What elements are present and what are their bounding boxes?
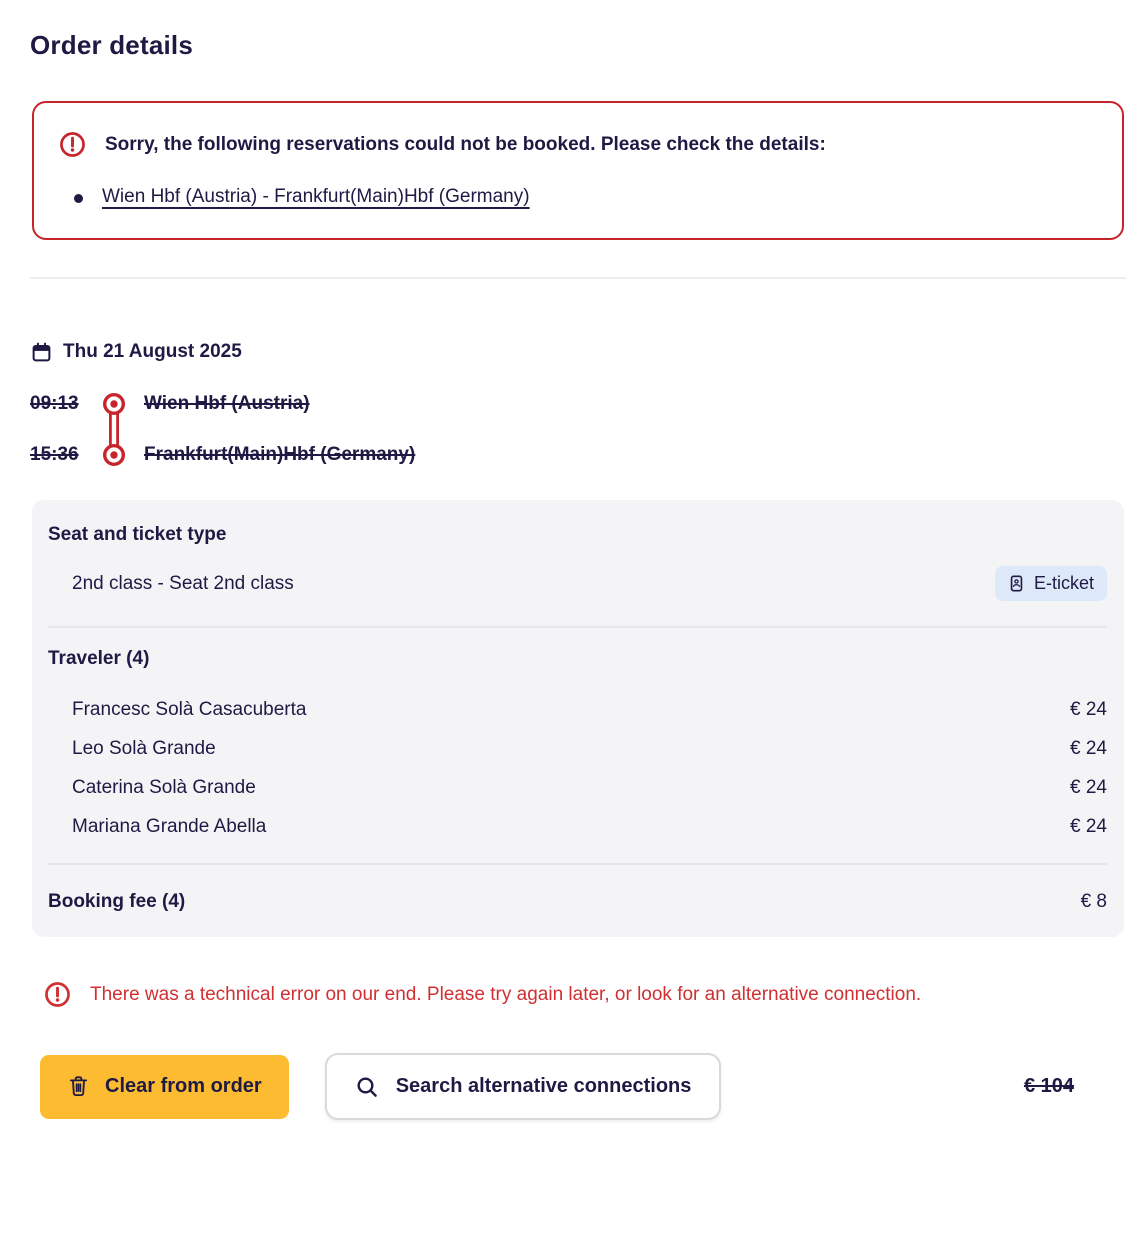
original-price: € 104: [1023, 1075, 1074, 1097]
booking-fee-label: Booking fee (4): [48, 891, 186, 912]
journey-summary: [30, 390, 1146, 470]
trash-icon: [67, 1075, 90, 1098]
traveler-row: [48, 699, 1107, 721]
alert-title: Sorry, the following reservations could not be booked. Please check the details:: [105, 133, 826, 155]
calendar-icon: [31, 342, 52, 363]
technical-error-message: [44, 981, 1146, 1008]
error-icon: [44, 981, 71, 1008]
section-divider: [30, 277, 1126, 279]
arrival-time: 15:36: [30, 444, 79, 465]
seat-class-row: [48, 566, 1107, 601]
order-details-page: [0, 30, 1146, 1120]
journey-rail-icon: [100, 390, 128, 470]
traveler-row: [48, 816, 1107, 838]
alert-header: [59, 131, 1098, 158]
page-title: Order details: [30, 30, 193, 60]
ticket-details-card: [32, 500, 1124, 937]
departure-station: Wien Hbf (Austria): [144, 393, 310, 414]
traveler-row: [48, 777, 1107, 799]
search-button-label: Search alternative connections: [395, 1075, 692, 1097]
travelers-section-title: Traveler (4): [48, 648, 150, 669]
booking-fee-price: € 8: [1080, 891, 1107, 912]
warning-icon: [59, 131, 86, 158]
card-divider: [48, 863, 1107, 865]
clear-button-label: Clear from order: [105, 1075, 262, 1097]
actions-bar: [40, 1053, 1074, 1120]
arrival-station: Frankfurt(Main)Hbf (Germany): [144, 444, 416, 465]
card-divider: [48, 626, 1107, 628]
booking-fee-row: [48, 891, 1107, 913]
mobile-ticket-icon: [1008, 575, 1025, 592]
traveler-name: Caterina Solà Grande: [72, 777, 256, 798]
eticket-badge: [995, 566, 1107, 601]
journey-date-row: [31, 341, 1146, 363]
traveler-price: € 24: [1070, 699, 1107, 720]
seat-section-title: Seat and ticket type: [48, 524, 227, 545]
error-text: There was a technical error on our end. Please try again later, or look for an alternative connection.: [90, 983, 922, 1005]
search-icon: [355, 1075, 379, 1099]
traveler-name: Francesc Solà Casacuberta: [72, 699, 307, 720]
failed-reservations-list: [59, 186, 1098, 208]
clear-from-order-button[interactable]: [40, 1055, 289, 1119]
eticket-badge-label: E-ticket: [1033, 573, 1094, 593]
traveler-row: [48, 738, 1107, 760]
traveler-price: € 24: [1070, 738, 1107, 759]
failed-reservation-link[interactable]: Wien Hbf (Austria) - Frankfurt(Main)Hbf (Germany): [102, 186, 530, 207]
traveler-price: € 24: [1070, 816, 1107, 837]
booking-error-alert: [32, 101, 1124, 240]
traveler-name: Mariana Grande Abella: [72, 816, 267, 837]
departure-row: [30, 390, 1146, 418]
departure-time: 09:13: [30, 393, 79, 414]
traveler-price: € 24: [1070, 777, 1107, 798]
traveler-name: Leo Solà Grande: [72, 738, 216, 759]
list-item: [59, 186, 1098, 208]
journey-date-label: Thu 21 August 2025: [63, 341, 242, 362]
search-alternative-connections-button[interactable]: [325, 1053, 722, 1120]
arrival-row: [30, 441, 1146, 469]
seat-class-value: 2nd class - Seat 2nd class: [72, 572, 294, 594]
